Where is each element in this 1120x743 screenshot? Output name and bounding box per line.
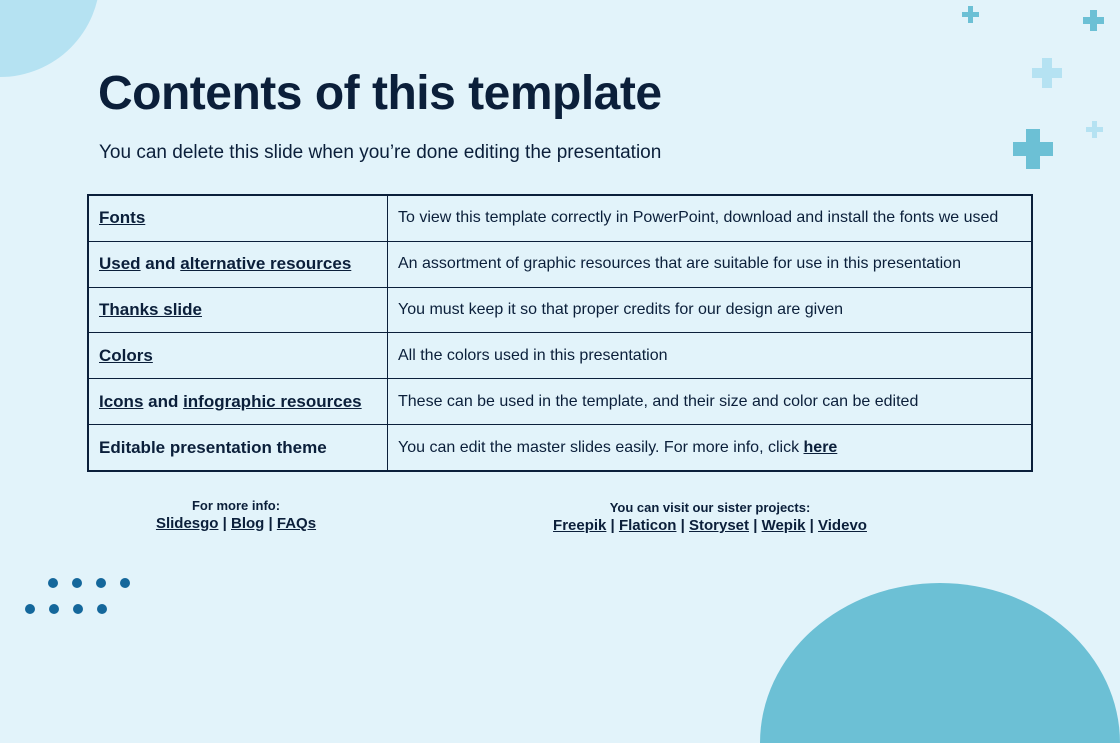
link-separator: | [264, 515, 277, 532]
infographic-resources-link[interactable]: infographic resources [183, 391, 362, 411]
freepik-link[interactable]: Freepik [553, 517, 607, 534]
contents-table [87, 194, 1033, 472]
row-description-cell [388, 287, 1033, 333]
dot [120, 578, 130, 588]
table-row [88, 241, 1032, 287]
footer-sister-projects-links [500, 517, 920, 534]
row-description-cell [388, 195, 1033, 241]
plus-icon [962, 6, 979, 23]
table-row [88, 379, 1032, 425]
plus-icon [1013, 129, 1053, 169]
link-separator: | [218, 515, 231, 532]
dot [73, 604, 83, 614]
table-row [88, 287, 1032, 333]
page-subtitle: You can delete this slide when you’re done editing the presentation [99, 142, 662, 163]
corner-arc-decoration [760, 583, 1120, 743]
row-term-cell [88, 379, 388, 425]
dot [96, 578, 106, 588]
colors-link[interactable]: Colors [99, 345, 153, 365]
row-description-cell [388, 379, 1033, 425]
fonts-link[interactable]: Fonts [99, 208, 146, 228]
row-description-cell [388, 333, 1033, 379]
cell-text: and [140, 254, 181, 274]
cell-text: and [143, 391, 184, 411]
footer-more-info-label: For more info: [191, 498, 281, 513]
dot [49, 604, 59, 614]
footer-sister-projects [500, 500, 920, 534]
dot [25, 604, 35, 614]
icons-link[interactable]: Icons [99, 391, 144, 411]
cell-text: You can edit the master slides easily. For more info, click [398, 438, 804, 456]
storyset-link[interactable]: Storyset [689, 517, 750, 534]
cell-text: You must keep it so that proper credits for our design are given [398, 301, 843, 319]
slidesgo-link[interactable]: Slidesgo [155, 515, 219, 532]
videvo-link[interactable]: Videvo [818, 517, 867, 534]
row-description-cell [388, 425, 1033, 471]
link-separator: | [805, 517, 819, 534]
dot [72, 578, 82, 588]
cell-text: To view this template correctly in PowerPoint, download and install the fonts we used [398, 209, 999, 227]
used-link[interactable]: Used [99, 254, 141, 274]
link-separator: | [676, 517, 689, 534]
table-row [88, 333, 1032, 379]
thanks-slide-link[interactable]: Thanks slide [99, 300, 202, 320]
cell-text: These can be used in the template, and their size and color can be edited [398, 392, 919, 410]
table-row [88, 195, 1032, 241]
link-separator: | [606, 517, 619, 534]
row-term-cell [88, 333, 388, 379]
faqs-link[interactable]: FAQs [276, 515, 317, 532]
row-term-cell [88, 425, 388, 471]
footer-sister-projects-label: You can visit our sister projects: [609, 500, 811, 515]
wepik-link[interactable]: Wepik [761, 517, 806, 534]
row-term-cell [88, 241, 388, 287]
page-title: Contents of this template [98, 67, 662, 120]
dot-grid-decoration [22, 578, 132, 620]
here-link[interactable]: here [803, 438, 838, 456]
footer-more-info [136, 498, 336, 532]
link-separator: | [749, 517, 762, 534]
cell-text: Editable presentation theme [99, 437, 327, 457]
row-term-cell [88, 287, 388, 333]
table-row [88, 425, 1032, 471]
cell-text: An assortment of graphic resources that are suitable for use in this presentation [398, 255, 961, 273]
alternative-resources-link[interactable]: alternative resources [180, 254, 352, 274]
footer-more-info-links [136, 515, 336, 532]
row-term-cell [88, 195, 388, 241]
plus-icon [1032, 58, 1062, 88]
plus-icon [1086, 121, 1103, 138]
dot [48, 578, 58, 588]
flaticon-link[interactable]: Flaticon [618, 517, 677, 534]
corner-circle-decoration [0, 0, 100, 77]
row-description-cell [388, 241, 1033, 287]
cell-text: All the colors used in this presentation [398, 346, 668, 364]
dot [97, 604, 107, 614]
blog-link[interactable]: Blog [231, 515, 265, 532]
plus-icon [1083, 10, 1104, 31]
